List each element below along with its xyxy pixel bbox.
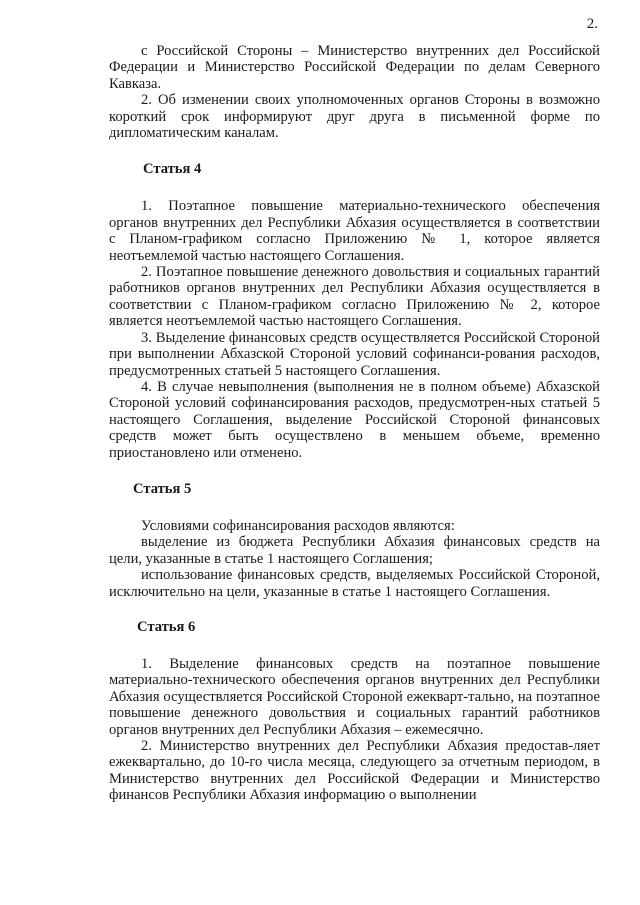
article-6-paragraph-1: 1. Выделение финансовых средств на поэтапное повышение материально-технического обеспечения органов внутренних дел Республики Абхазия осуществляется Российской Стороной ежекварт-тально, на поэтапное повышение денежного довольствия и социальных гарантий работников органов внутренних дел Республики Абхазия – ежемесячно. — [109, 655, 600, 738]
article-4-paragraph-2: 2. Поэтапное повышение денежного довольствия и социальных гарантий работников органов внутренних дел Республики Абхазия осуществляется в соответствии с Планом-графиком согласно Приложению № 2, которое является неотъемлемой частью настоящего Соглашения. — [109, 264, 600, 330]
intro-paragraph-1: с Российской Стороны – Министерство внутренних дел Российской Федерации и Министерство Российской Федерации по делам Северного Кавказа. — [109, 43, 600, 92]
article-4-paragraph-1: 1. Поэтапное повышение материально-технического обеспечения органов внутренних дел Республики Абхазия осуществляется в соответствии с Планом-графиком согласно Приложению № 1, которое является неотъемлемой частью настоящего Соглашения. — [109, 198, 600, 264]
page-number: 2. — [586, 16, 598, 32]
intro-paragraph-2: 2. Об изменении своих уполномоченных органов Стороны в возможно короткий срок информируют друг друга в письменной форме по дипломатическим каналам. — [109, 92, 600, 142]
article-5-heading: Статья 5 — [133, 480, 192, 497]
article-4-paragraph-4: 4. В случае невыполнения (выполнения не в полном объеме) Абхазской Стороной условий софинансирования расходов, предусмотрен-ных статьей 5 настоящего Соглашения, выделение Российской Стороной финансовых средств может быть осуществлено в меньшем объеме, временно приостановлено или отменено. — [109, 378, 600, 461]
article-4-paragraph-3: 3. Выделение финансовых средств осуществляется Российской Стороной при выполнении Абхазской Стороной условий софинанси-рования расходов, предусмотренных статьей 5 настоящего Соглашения. — [109, 329, 600, 379]
article-6-heading: Статья 6 — [137, 618, 196, 635]
article-5-paragraph-2: выделение из бюджета Республики Абхазия финансовых средств на цели, указанные в статье 1 настоящего Соглашения; — [109, 534, 600, 567]
article-6-paragraph-2: 2. Министерство внутренних дел Республики Абхазия предостав-ляет ежеквартально, до 10-го числа месяца, следующего за отчетным периодом, в Министерство внутренних дел Российской Федерации и Министерство финансов Республики Абхазия информацию о выполнении — [109, 738, 600, 804]
article-5-paragraph-1: Условиями софинансирования расходов являются: — [141, 517, 455, 534]
article-4-heading: Статья 4 — [143, 161, 202, 178]
article-5-paragraph-3: использование финансовых средств, выделяемых Российской Стороной, исключительно на цели, указанные в статье 1 настоящего Соглашения. — [109, 567, 600, 600]
